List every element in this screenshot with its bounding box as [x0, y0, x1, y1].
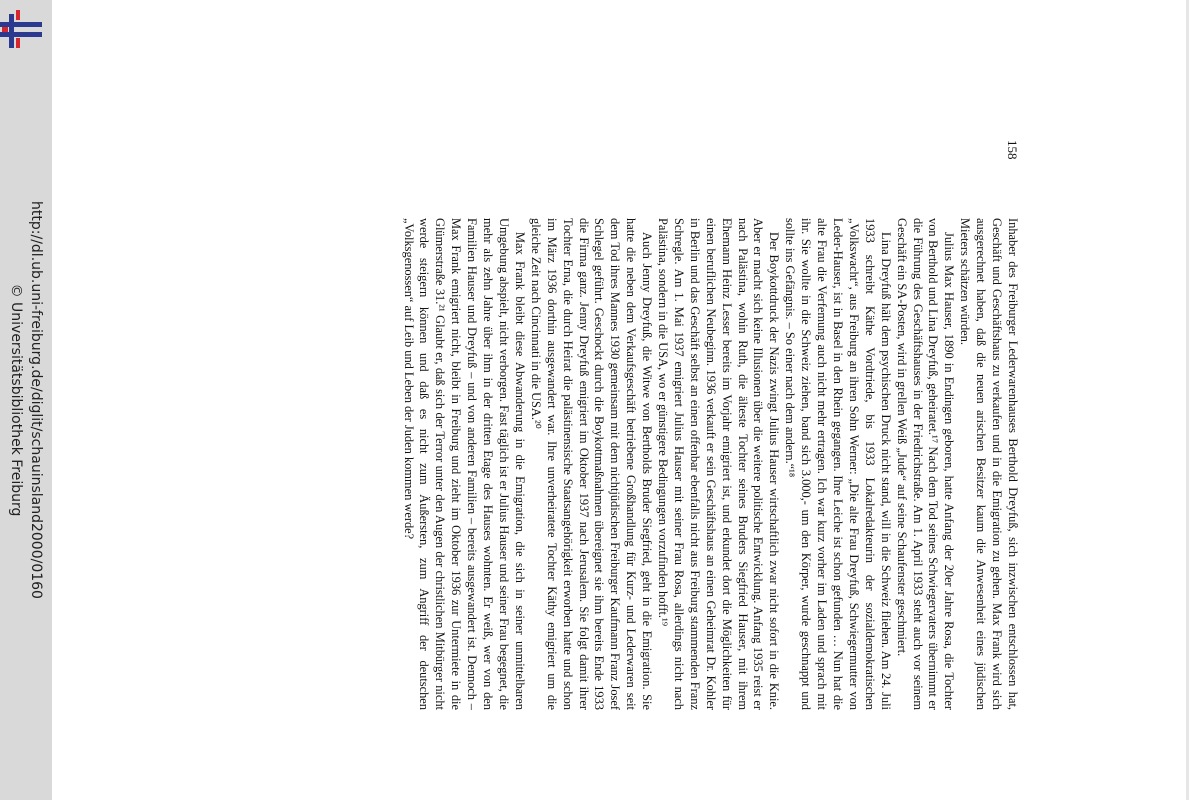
sidebar	[0, 0, 52, 800]
paragraph: Max Frank bleibt diese Abwanderung in die Emigration, die sich in seiner unmittelbaren Umgebung abspielt, nicht verborgen. Fast täglich ist er Julius Hauser und seiner Frau begegnet, die mehr als zehn Jahre über ihm in der dritten Etage des Hauses wohnten. Er weiß, wer von den Familien Hauser und Dreyfuß – und von anderen Familien – bereits ausgewandert ist. Dennoch – Max Frank emigriert nicht, bleibt in Freiburg und zieht im Oktober 1936 zur Untermiete in die Glümerstraße 31.²¹ Glaubt er, daß sich der Terror unter den Augen der christlichen Mitbürger nicht werde steigern können und daß es nicht zum Äußersten, zum Angriff der deutschen „Volksgenossen“ auf Leib und Leben der Juden kommen werde?	[401, 218, 527, 710]
paragraph: Lina Dreyfuß hält dem psychischen Druck nicht stand, will in die Schweiz fliehen. Am 24. Juli 1933 schreibt Käthe Vordtriede, bis 1933 Lokalredakteurin der sozialdemokratischen „Volkswacht“, aus Freiburg an ihren Sohn Werner: „Die alte Frau Dreyfuß, Schwiegermutter von Leder-Hauser, ist in Basel in den Rhein gegangen. Ihre Leiche ist schon gefunden … Nun hat die alte Frau die Verfemung auch nicht mehr ertragen. Ich war kurz vorher im Laden und sprach mit ihr. Sie wollte in die Schweiz ziehen, band sich 3.000,- um den Körper, wurde geschnappt und sollte ins Gefängnis. – So einer nach dem andern.“¹⁸	[783, 218, 893, 710]
paragraph: Der Boykottdruck der Nazis zwingt Julius Hauser wirtschaftlich zwar nicht sofort in die Knie. Aber er macht sich keine Illusionen über die weitere politische Entwicklung. Anfang 1935 reist er nach Palästina, wohin Ruth, die älteste Tochter seines Bruders Siegfried Hauser, mit ihrem Ehemann Heinz Lesser bereits im Vorjahr emigriert ist, und erkundet dort die Möglichkeiten für einen beruflichen Neubeginn. 1936 verkauft er sein Geschäftshaus an einen Geheimrat Dr. Kohler in Berlin und das Geschäft selbst an einen offenbar ebenfalls nicht aus Freiburg stammenden Franz Schregle. Am 1. Mai 1937 emigriert Julius Hauser mit seiner Frau Rosa, allerdings nicht nach Palästina, sondern in die USA, wo er günstigere Bedingungen vorzufinden hofft.¹⁹	[656, 218, 782, 710]
page-number: 158	[1005, 140, 1020, 160]
sidebar-caption	[6, 201, 46, 599]
paragraph: Auch Jenny Dreyfuß, die Witwe von Bertholds Bruder Siegfried, geht in die Emigration. Sie hatte die neben dem Verkaufsgeschäft betriebene Großhandlung für Kurz- und Lederwaren seit dem Tod ihres Mannes 1930 gemeinsam mit dem nichtjüdischen Freiburger Kaufmann Franz Josef Schlegel geführt. Geschockt durch die Boykottmaßnahmen übereignet sie ihm bereits Ende 1933 die Firma ganz. Jenny Dreyfuß emigriert im Oktober 1937 nach Jerusalem. Sie folgt damit ihrer Tochter Erna, die durch Heirat die palästinensische Staatsangehörigkeit erworben hatte und schon im März 1936 dorthin ausgewandert war. Ihre unverheiratete Tochter Käthy emigriert um die gleiche Zeit nach Cincinnati in die USA.²⁰	[528, 218, 655, 710]
source-url-link[interactable]: http://dl.ub.uni-freiburg.de/diglit/schauinsland2000/0160	[28, 201, 44, 599]
page-body	[400, 218, 1020, 710]
scanned-page	[260, 140, 1020, 710]
university-library-logo	[0, 8, 46, 52]
paragraph: Julius Max Hauser, 1890 in Endingen geboren, hatte Anfang der 20er Jahre Rosa, die Tochter von Berthold und Lina Dreyfuß, geheiratet.¹⁷ Nach dem Tod seines Schwiegervaters übernimmt er die Führung des Geschäftshauses in der Friedrichstraße. Am 1. April 1933 steht auch vor seinem Geschäft ein SA-Posten, wird in grellen Weiß „Jude“ auf seine Schaufenster geschmiert.	[894, 218, 957, 710]
paragraph: Inhaber des Freiburger Lederwarenhauses Berthold Dreyfuß, sich inzwischen entschlossen hat, Geschäft und Geschäftshaus zu verkaufen und in die Emigration zu gehen. Max Frank wird sich ausgerechnet haben, daß die neuen arischen Besitzer kaum die Anwesenheit eines jüdischen Mieters schätzen würden.	[958, 218, 1020, 710]
copyright-text: © Universitätsbibliothek Freiburg	[8, 283, 24, 517]
